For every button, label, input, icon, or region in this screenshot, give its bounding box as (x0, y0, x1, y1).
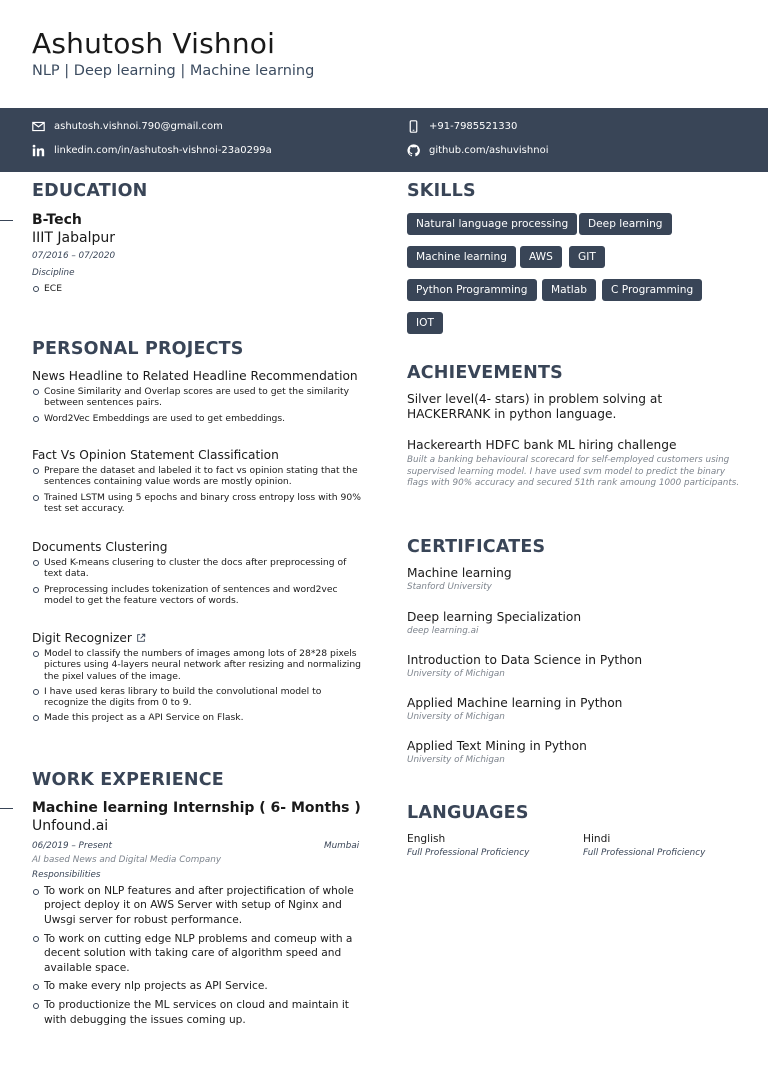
list-item: Preprocessing includes tokenization of sentences and word2vec model to get the feature vectors of words. (32, 584, 362, 607)
certificate-title: Deep learning Specialization (407, 610, 582, 624)
list-item: Made this project as a API Service on Flask. (32, 712, 364, 723)
skill-tag: Matlab (542, 279, 596, 301)
project-title-row[interactable] (32, 631, 146, 645)
project-title: News Headline to Related Headline Recommendation (32, 369, 358, 383)
skill-tag: AWS (520, 246, 562, 268)
projects-title: PERSONAL PROJECTS (32, 339, 244, 359)
work-bullets (32, 884, 362, 1032)
project-bullets (32, 386, 362, 428)
education-discipline-list (32, 283, 62, 298)
phone-icon (407, 120, 420, 133)
skills-title: SKILLS (407, 181, 476, 201)
education-discipline-label: Discipline (32, 268, 75, 278)
github-icon (407, 144, 420, 157)
certificate-issuer: University of Michigan (407, 669, 505, 679)
certificate-title: Applied Text Mining in Python (407, 739, 587, 753)
education-discipline: ECE (32, 283, 62, 294)
education-title: EDUCATION (32, 181, 148, 201)
certificate-issuer: University of Michigan (407, 712, 505, 722)
list-item: Word2Vec Embeddings are used to get embeddings. (32, 413, 362, 424)
skill-tag: GIT (569, 246, 605, 268)
candidate-name: Ashutosh Vishnoi (32, 27, 276, 60)
skill-tag: Deep learning (579, 213, 672, 235)
certificate-issuer: University of Michigan (407, 755, 505, 765)
certificate-title: Introduction to Data Science in Python (407, 653, 643, 667)
language-name: English (407, 833, 446, 845)
skill-tag: C Programming (602, 279, 702, 301)
certificate-issuer: Stanford University (407, 582, 492, 592)
work-responsibilities-label: Responsibilities (32, 870, 101, 880)
work-title: WORK EXPERIENCE (32, 770, 224, 790)
list-item: Cosine Similarity and Overlap scores are used to get the similarity between sentences pairs. (32, 386, 362, 409)
email-icon (32, 120, 45, 133)
work-location: Mumbai (324, 841, 360, 851)
list-item: To work on cutting edge NLP problems and comeup with a decent solution with taking care of algorithm speed and available space. (32, 932, 362, 975)
project-title: Digit Recognizer (32, 631, 132, 645)
list-item: Model to classify the numbers of images among lots of 28*28 pixels pictures using 4-layers neural network after resizing and normalizing the pixel values of the image. (32, 648, 364, 682)
contact-github[interactable] (407, 144, 548, 157)
contact-email[interactable] (32, 120, 223, 133)
language-name: Hindi (583, 833, 611, 845)
list-item: To make every nlp projects as API Service. (32, 979, 362, 993)
education-institute: IIIT Jabalpur (32, 230, 115, 246)
work-dates: 06/2019 – Present (32, 841, 112, 851)
list-item: To productionize the ML services on cloud and maintain it with debugging the issues coming up. (32, 998, 362, 1027)
list-item: I have used keras library to build the convolutional model to recognize the digits from 0 to 9. (32, 686, 364, 709)
skill-tag: Python Programming (407, 279, 537, 301)
linkedin-icon (32, 144, 45, 157)
work-marker (0, 808, 13, 809)
work-role: Machine learning Internship ( 6- Months ) (32, 800, 361, 816)
external-link-icon[interactable] (136, 633, 146, 643)
email-text: ashutosh.vishnoi.790@gmail.com (54, 121, 223, 132)
certificates-title: CERTIFICATES (407, 537, 546, 557)
contact-linkedin[interactable] (32, 144, 272, 157)
contact-bar (0, 108, 768, 172)
project-bullets (32, 465, 362, 518)
linkedin-text: linkedin.com/in/ashutosh-vishnoi-23a0299a (54, 145, 272, 156)
project-title: Fact Vs Opinion Statement Classification (32, 448, 279, 462)
contact-phone[interactable] (407, 120, 517, 133)
project-title: Documents Clustering (32, 540, 168, 554)
certificate-title: Applied Machine learning in Python (407, 696, 623, 710)
project-bullets (32, 557, 362, 610)
phone-text: +91-7985521330 (429, 121, 518, 132)
skill-tag: Machine learning (407, 246, 516, 268)
achievement-description: Built a banking behavioural scorecard for self-employed customers using supervised learning model. I have used svm model to predict the binary flags with 90% accuracy and secured 51th rank amoung 1000 participants. (407, 455, 740, 488)
list-item: To work on NLP features and after projectification of whole project deploy it on AWS Server with setup of Nginx and Uwsgi server for robust performance. (32, 884, 362, 927)
github-text: github.com/ashuvishnoi (429, 145, 549, 156)
achievement-title: Hackerearth HDFC bank ML hiring challenge (407, 438, 677, 452)
certificate-title: Machine learning (407, 566, 512, 580)
language-level: Full Professional Proficiency (583, 848, 706, 858)
achievement-title: Silver level(4- stars) in problem solving at HACKERRANK in python language. (407, 392, 663, 421)
achievements-title: ACHIEVEMENTS (407, 363, 563, 383)
skill-tag: Natural language processing (407, 213, 577, 235)
candidate-subtitle: NLP | Deep learning | Machine learning (32, 63, 315, 79)
list-item: Prepare the dataset and labeled it to fact vs opinion stating that the sentences containing value words are mostly opinion. (32, 465, 362, 488)
project-bullets (32, 648, 364, 728)
work-description: AI based News and Digital Media Company (32, 855, 222, 865)
language-level: Full Professional Proficiency (407, 848, 530, 858)
languages-title: LANGUAGES (407, 803, 529, 823)
certificate-issuer: deep learning.ai (407, 626, 479, 636)
skill-tag: IOT (407, 312, 443, 334)
work-company: Unfound.ai (32, 818, 109, 834)
education-marker (0, 220, 13, 221)
list-item: Trained LSTM using 5 epochs and binary cross entropy loss with 90% test set accuracy. (32, 492, 362, 515)
list-item: Used K-means clusering to cluster the docs after preprocessing of text data. (32, 557, 362, 580)
education-dates: 07/2016 – 07/2020 (32, 251, 116, 261)
education-degree: B-Tech (32, 212, 82, 228)
